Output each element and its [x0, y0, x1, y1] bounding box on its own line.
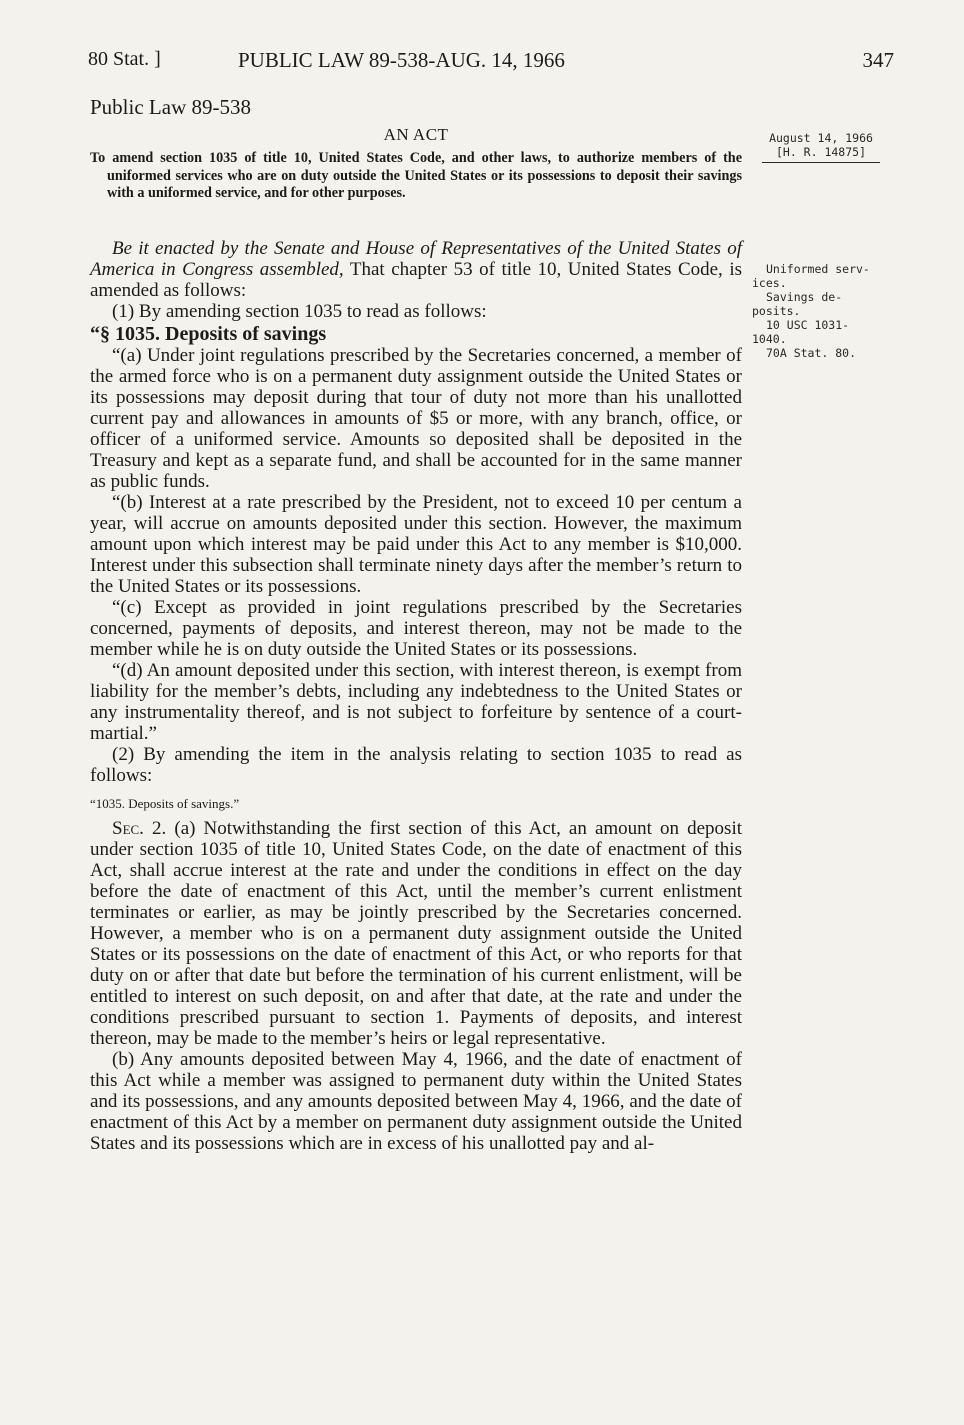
analysis-item: “1035. Deposits of savings.”	[90, 796, 240, 811]
act-body	[90, 238, 742, 1154]
margin-date: August 14, 1966	[769, 131, 873, 145]
law-title-header: PUBLIC LAW 89-538-AUG. 14, 1966	[238, 48, 565, 72]
subsection-b: “(b) Interest at a rate prescribed by the President, not to exceed 10 per centum a year, will accrue on amounts deposited under this section. However, the maximum amount upon which interest may be paid under this Act to any member is $10,000. Interest under this subsection shall terminate ninety days after the member’s return to the United States or its possessions.	[90, 492, 742, 597]
purpose-text: To amend section 1035 of title 10, United States Code, and other laws, to authorize members of the uniformed services who are on duty outside the United States or its possessions to deposit their savings with a uniformed service, and for other purposes.	[90, 150, 742, 201]
an-act-heading: AN ACT	[383, 125, 449, 144]
margin-bill-number: [H. R. 14875]	[775, 145, 866, 159]
section-2-label: Sec. 2.	[112, 818, 167, 839]
margin-note: 10 USC 1031-	[766, 318, 850, 332]
section-2a	[90, 818, 742, 1049]
public-law-number: Public Law 89-538	[90, 95, 251, 119]
margin-note: posits.	[752, 304, 801, 318]
subsection-c: “(c) Except as provided in joint regulations prescribed by the Secretaries concerned, payments of deposits, and interest thereon, may not be made to the member while he is on duty outside the United States or its possessions.	[90, 597, 742, 660]
amendment-1: (1) By amending section 1035 to read as follows:	[112, 301, 487, 322]
enacting-clause	[90, 238, 742, 301]
margin-note: Uniformed serv-	[766, 262, 870, 276]
margin-notes	[752, 262, 892, 360]
margin-note: ices.	[752, 276, 787, 290]
margin-date-block	[760, 131, 882, 163]
margin-rule	[762, 162, 880, 163]
section-heading: “§ 1035. Deposits of savings	[90, 323, 327, 345]
enacting-clause-rest: That chapter 53 of title 10, United States Code, is amended as follows:	[90, 259, 742, 301]
enacting-formula: Be it enacted by the Senate and House of Representatives of the United States of America in Congress assembled,	[90, 238, 742, 280]
subsection-d: “(d) An amount deposited under this section, with interest thereon, is exempt from liability for the member’s debts, including any indebtedness to the United States or any instrumentality thereof, and is not subject to forfeiture by sentence of a court-martial.”	[90, 660, 742, 744]
margin-note: 70A Stat. 80.	[766, 346, 857, 360]
margin-note: Savings de-	[766, 290, 843, 304]
running-header	[88, 48, 896, 78]
page-number: 347	[862, 48, 894, 72]
subsection-a: “(a) Under joint regulations prescribed by the Secretaries concerned, a member of the armed force who is on a permanent duty assignment outside the United States or its possessions may deposit during that tour of duty not more than his unallotted current pay and allowances in amounts of $5 or more, with any branch, office, or officer of a uniformed service. Amounts so deposited shall be deposited in the Treasury and kept as a separate fund, and shall be accounted for in the same manner as public funds.	[90, 345, 742, 492]
act-purpose	[90, 150, 742, 203]
margin-note: 1040.	[752, 332, 787, 346]
section-2a-text: (a) Notwithstanding the first section of this Act, an amount on deposit under section 1035 of title 10, United States Code, on the date of enactment of this Act, shall accrue interest at the rate and under the conditions in effect on the day before the date of enactment of this Act, until the member’s current enlistment terminates or earlier, as may be jointly prescribed by the Secretaries concerned. However, a member who is on a permanent duty assignment outside the United States or its possessions on the date of enactment of this Act, or who reports for that duty on or after that date but before the termination of his current enlistment, will be entitled to interest on such deposit, on and after that date, at the rate and under the conditions prescribed pursuant to section 1. Payments of deposits, and interest thereon, may be made to the member’s heirs or legal representative.	[90, 818, 743, 1049]
section-2b: (b) Any amounts deposited between May 4, 1966, and the date of enactment of this Act while a member was assigned to permanent duty within the United States and its possessions, and any amounts deposited between May 4, 1966, and the date of enactment of this Act by a member on permanent duty assignment outside the United States and its possessions which are in excess of his unallotted pay and al-	[90, 1049, 742, 1154]
statute-volume: 80 Stat. ]	[88, 48, 161, 70]
amendment-2: (2) By amending the item in the analysis relating to section 1035 to read as follows:	[90, 744, 742, 786]
